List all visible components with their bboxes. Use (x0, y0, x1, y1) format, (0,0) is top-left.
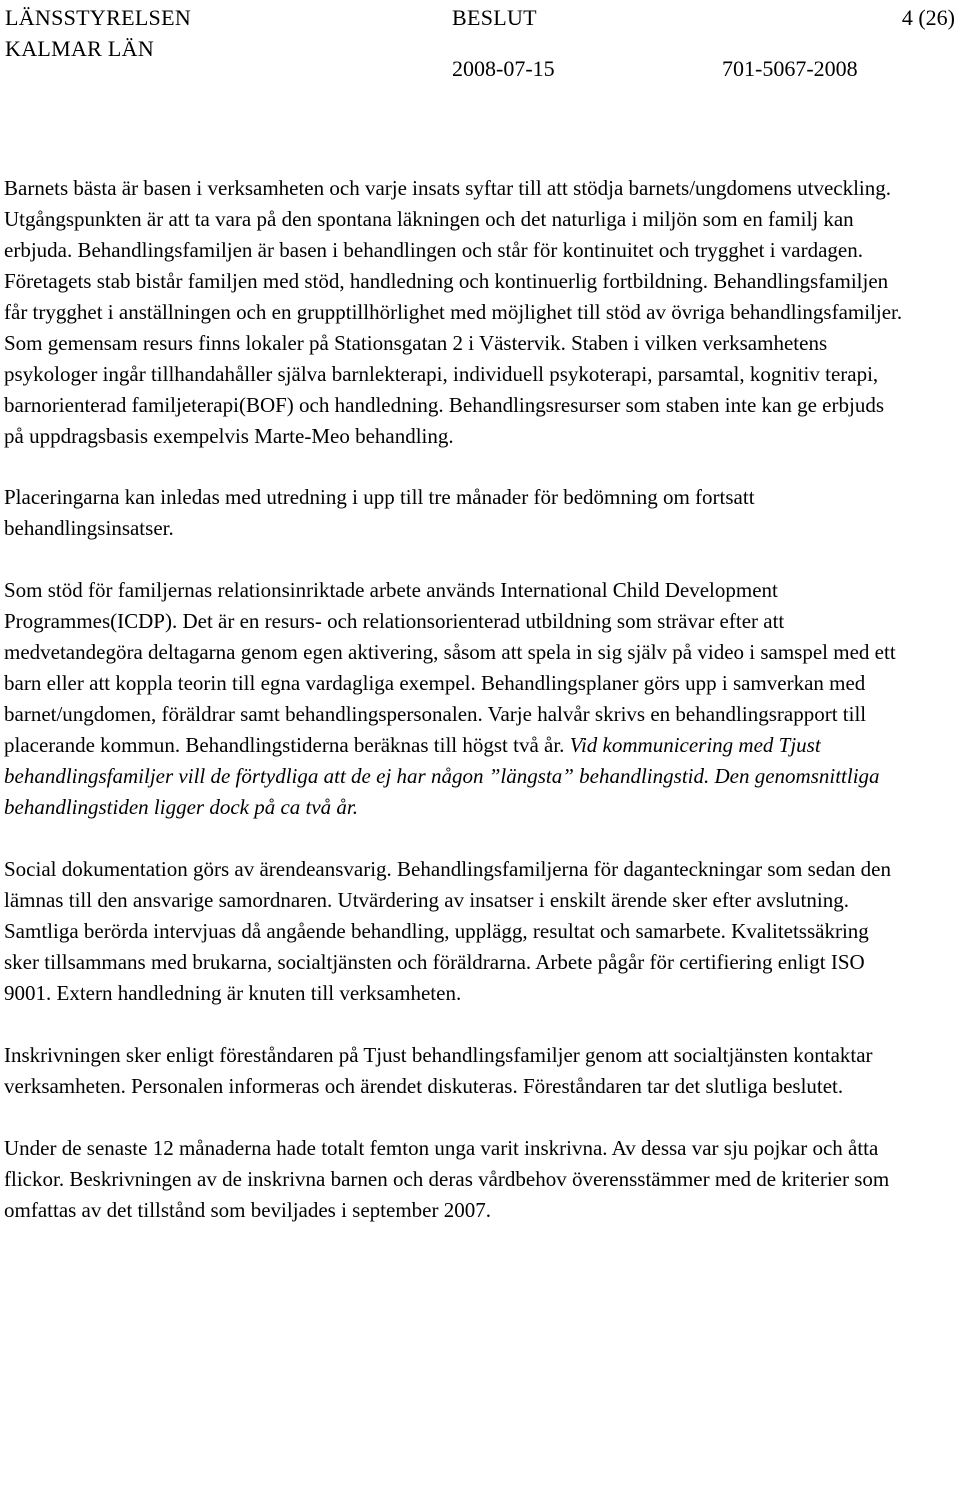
document-header (0, 0, 960, 90)
paragraph-documentation: Social dokumentation görs av ärendeansvarig. Behandlingsfamiljerna för daganteckningar som sedan den lämnas till den ansvarige samordnaren. Utvärdering av insatser i enskilt ärende sker efter avslutning. Samtliga berörda intervjuas då angående behandling, upplägg, resultat och samarbete. Kvalitetssäkring sker tillsammans med brukarna, socialtjänsten och föräldrarna. Arbete pågår för certifiering enligt ISO 9001. Extern handledning är knuten till verksamheten. (4, 857, 891, 1005)
page-number: 4 (26) (901, 5, 955, 30)
paragraph-placement-assessment: Placeringarna kan inledas med utredning i upp till tre månader för bedömning om fortsatt behandlingsinsatser. (4, 485, 755, 540)
document-body (4, 173, 904, 1226)
paragraph-icdp-support (4, 575, 904, 823)
document-type: BESLUT (452, 5, 537, 30)
authority-name: LÄNSSTYRELSEN (5, 5, 192, 30)
authority-county: KALMAR LÄN (5, 36, 155, 61)
paragraph-enrollment: Inskrivningen sker enligt föreståndaren på Tjust behandlingsfamiljer genom att socialtjänsten kontaktar verksamheten. Personalen informeras och ärendet diskuteras. Föreståndaren tar det slutliga beslutet. (4, 1043, 873, 1098)
paragraph-icdp-italic-note: Vid kommunicering med Tjust behandlingsfamiljer vill de förtydliga att de ej har någon ”längsta” behandlingstid. Den genomsnittliga behandlingstiden ligger dock på ca två år. (4, 733, 880, 819)
paragraph-icdp-text: Som stöd för familjernas relationsinriktade arbete används International Child Development Programmes(ICDP). Det är en resurs- och relationsorienterad utbildning som strävar efter att medvetandegöra deltagarna genom egen aktivering, såsom att spela in sig själv på video i samspel med ett barn eller att koppla teorin till egna vardagliga exempel. Behandlingsplaner görs upp i samverkan med barnet/ungdomen, föräldrar samt behandlingspersonalen. Varje halvår skrivs en behandlingsrapport till placerande kommun. Behandlingstiderna beräknas till högst två år. (4, 578, 896, 757)
paragraph-child-best-interest: Barnets bästa är basen i verksamheten och varje insats syftar till att stödja barnets/ungdomens utveckling. Utgångspunkten är att ta vara på den spontana läkningen och det naturliga i miljön som en familj kan erbjuda. Behandlingsfamiljen är basen i behandlingen och står för kontinuitet och trygghet i vardagen. Företagets stab bistår familjen med stöd, handledning och kontinuerlig fortbildning. Behandlingsfamiljen får trygghet i anställningen och en grupptillhörlighet med möjlighet till stöd av övriga behandlingsfamiljer. Som gemensam resurs finns lokaler på Stationsgatan 2 i Västervik. Staben i vilken verksamhetens psykologer ingår tillhandahåller själva barnlekterapi, individuell psykoterapi, parsamtal, kognitiv terapi, barnorienterad familjeterapi(BOF) och handledning. Behandlingsresurser som staben inte kan ge erbjuds på uppdragsbasis exempelvis Marte-Meo behandling. (4, 176, 903, 448)
decision-date: 2008-07-15 (452, 56, 555, 81)
case-number: 701-5067-2008 (722, 56, 858, 81)
paragraph-statistics: Under de senaste 12 månaderna hade totalt femton unga varit inskrivna. Av dessa var sju pojkar och åtta flickor. Beskrivningen av de inskrivna barnen och deras vårdbehov överensstämmer med de kriterier som omfattas av det tillstånd som beviljades i september 2007. (4, 1136, 890, 1222)
